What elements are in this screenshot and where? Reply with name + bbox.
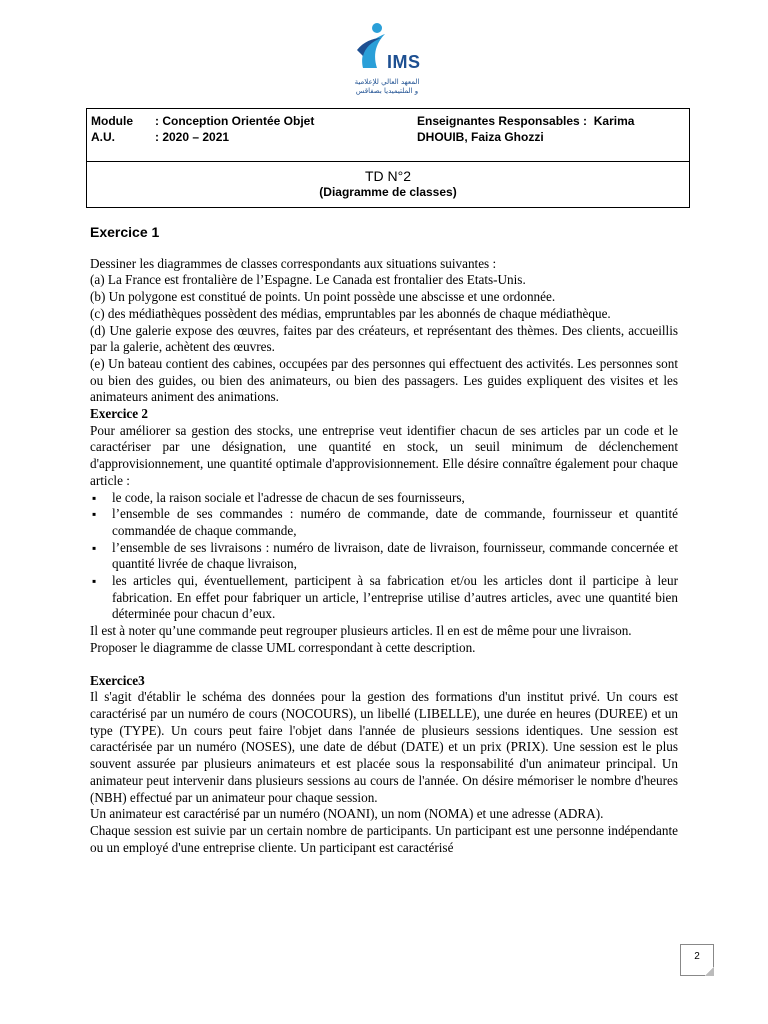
- exercise1-intro: Dessiner les diagrammes de classes correspondants aux situations suivantes :: [90, 255, 497, 271]
- module-label: Module: [91, 114, 133, 128]
- exercise1-title: Exercice 1: [90, 224, 160, 240]
- logo-subtitle: المعهد العالي للإعلامية و الملتيميديا بصفاقس: [354, 78, 420, 95]
- logo-figure-icon: [355, 22, 391, 72]
- exercise3-title: Exercice3: [90, 672, 145, 688]
- exercise1-item-a: (a) La France est frontalière de l’Espagne. Le Canada est frontalier des Etats-Unis.: [90, 272, 526, 288]
- exercise1-item-b: (b) Un polygone est constitué de points. Un point possède une abscisse et une ordonnée.: [90, 289, 556, 305]
- exercise2-list: [90, 490, 678, 624]
- teachers-label: Enseignantes Responsables :: [417, 114, 588, 128]
- teachers-rest: DHOUIB, Faiza Ghozzi: [417, 130, 544, 144]
- teachers-info: [417, 113, 677, 145]
- exercise1-item-d: (d) Une galerie expose des œuvres, faites par des créateurs, et représentant des thèmes. Des clients, accueillis par la galerie, achètent des œuvres.: [90, 322, 678, 355]
- au-label: A.U.: [91, 130, 115, 144]
- exercise3-paragraph-3: Chaque session est suivie par un certain nombre de participants. Un participant est une personne indépendante ou un employé d'une entreprise cliente. Un participant est caractérisé: [90, 822, 678, 855]
- course-info-row: [87, 109, 689, 162]
- list-item: ▪ les articles qui, éventuellement, participent à sa fabrication et/ou les articles dont il participe à leur fabrication. En effet pour fabriquer un article, l’entreprise utilise d’autres articles, avec une quantité bien déterminée pour chacun d’eux.: [90, 573, 678, 623]
- module-info: [91, 113, 314, 145]
- exercise3-paragraph-2: Un animateur est caractérisé par un numéro (NOANI), un nom (NOMA) et une adresse (ADRA).: [90, 806, 604, 822]
- exercise2-note: Il est à noter qu’une commande peut regrouper plusieurs articles. Il en est de même pour une livraison.: [90, 623, 632, 639]
- document-body: [90, 224, 678, 856]
- td-title: TD N°2: [364, 168, 412, 184]
- exercise2-intro: Pour améliorer sa gestion des stocks, une entreprise veut identifier chacun de ses articles par un code et le caractériser par une désignation, une quantité en stock, un seuil minimum de déclenchement d'approvisionnement, une quantité optimale d'approvisionnement. Elle désire connaître également pour chaque article :: [90, 422, 678, 488]
- td-subtitle: (Diagramme de classes): [319, 185, 457, 199]
- list-item: ▪ le code, la raison sociale et l'adresse de chacun de ses fournisseurs,: [90, 490, 678, 507]
- au-value: : 2020 – 2021: [155, 130, 230, 144]
- exercise2-task: Proposer le diagramme de classe UML correspondant à cette description.: [90, 639, 476, 655]
- page-number: 2: [680, 944, 714, 976]
- td-title-row: [87, 162, 689, 207]
- course-header-table: [86, 108, 690, 208]
- list-item: ▪ l’ensemble de ses commandes : numéro de commande, date de commande, fournisseur et quantité commandée de chaque commande,: [90, 506, 678, 539]
- exercise3-paragraph-1: Il s'agit d'établir le schéma des données pour la gestion des formations d'un institut privé. Un cours est caractérisé par un numéro de cours (NOCOURS), un libellé (LIBELLE), une durée en heures (DUREE) et un type (TYPE). Un cours peut faire l'objet dans l'année de plusieurs sessions identiques. Une session est caractérisée par un numéro (NOSES), une date de début (DATE) et un prix (PRIX). Une session est le plus souvent assurée par plusieurs animateurs et est placée sous la responsabilité d'un animateur principal. Un animateur peut intervenir dans plusieurs sessions au cours de l'année. On désire mémoriser le nombre d'heures (NBH) effectué par un animateur pour chaque session.: [90, 689, 678, 805]
- module-value: : Conception Orientée Objet: [155, 114, 315, 128]
- list-item: ▪ l’ensemble de ses livraisons : numéro de livraison, date de livraison, fournisseur, commande concernée et quantité livrée de chaque livraison,: [90, 540, 678, 573]
- exercise1-item-c: (c) des médiathèques possèdent des médias, empruntables par les abonnés de chaque médiathèque.: [90, 305, 611, 321]
- exercise1-item-e: (e) Un bateau contient des cabines, occupées par des personnes qui effectuent des activités. Les personnes sont ou bien des guides, ou bien des animateurs, ou bien des passagers. Les guides expliquent des visites et les animateurs animent des animations.: [90, 355, 678, 405]
- teachers-first: Karima: [593, 114, 635, 128]
- exercise2-title: Exercice 2: [90, 406, 148, 422]
- institute-logo: [345, 22, 425, 104]
- logo-name: IMS: [387, 52, 421, 72]
